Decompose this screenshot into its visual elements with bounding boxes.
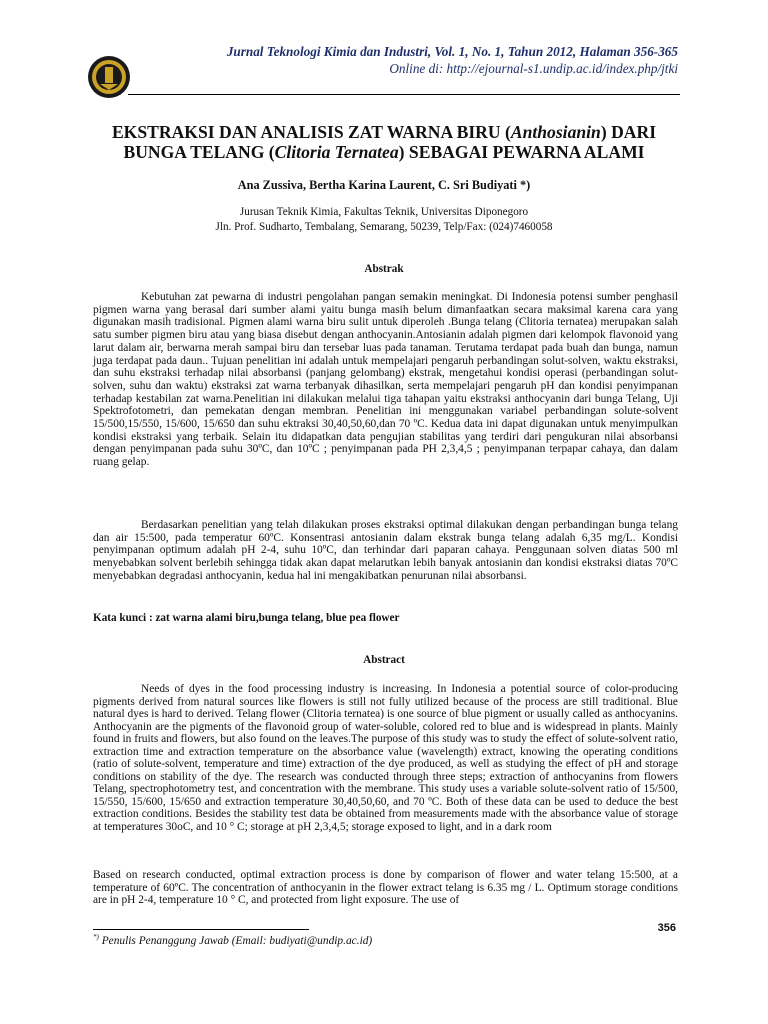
- paper-title: [90, 122, 678, 162]
- footnote-rule: [93, 929, 309, 930]
- journal-url: Online di: http://ejournal-s1.undip.ac.id/index.php/jtki: [389, 61, 678, 76]
- footnote-text: Penulis Penanggung Jawab (Email: budiyati@undip.ac.id): [101, 935, 373, 947]
- page-number: 356: [657, 922, 676, 934]
- title-line2-b: ) SEBAGAI PEWARNA ALAMI: [398, 142, 645, 162]
- affiliation: [90, 205, 678, 235]
- title-line1-a: EKSTRAKSI DAN ANALISIS ZAT WARNA BIRU (: [111, 122, 511, 142]
- affiliation-line-2: Jln. Prof. Sudharto, Tembalang, Semarang, 50239, Telp/Fax: (024)7460058: [215, 221, 553, 233]
- abstrak-paragraph-1: Kebutuhan zat pewarna di industri pengolahan pangan semakin meningkat. Di Indonesia potensi sumber penghasil pigmen warna yang berasal dari sumber alami yaitu bunga masih belum dimanfaatkan secara maksimal karena cara yang digunakan masih tradisional. Pigmen alami warna biru sulit untuk diperoleh .Bunga telang (Clitoria ternatea) merupakan salah satu sumber pigmen biru atau yang biasa disebut dengan anthocyanin.Antosianin adalah pigmen dari kelompok flavonoid yang larut dalam air, berwarna merah sampai biru dan tersebar luas pada tanaman. Terutama terdapat pada buah dan bunga, namun juga terdapat pada daun.. Tujuan penelitian ini adalah untuk mempelajari pengaruh perbandingan solut-solven, waktu ekstraksi, dan suhu ekstraksi terhadap nilai absorbansi (panjang gelombang) ekstrak, mengetahui kondisi operasi (perbandingan solut-solven, suhu dan waktu) ekstraksi zat warna terbanyak dihasilkan, serta mempelajari pengaruh pH dan kondisi penyimpanan terhadap kestabilan zat warna.Penelitian ini dilakukan melalui tiga tahapan yaitu ekstraksi anthocyanin dari bunga Telang, Uji Spektrofotometri, dan pemekatan dengan membran. Penelitian ini menggunakan variabel perbandingan solute-solvent 15/500,15/550, 15/600, 15/650 dan suhu ektraksi 30,40,50,60,dan 70 ºC. Kedua data ini dapat digunakan untuk menyimpulkan kondisi ekstraksi yang terbaik. Selain itu didapatkan data pengujian stabilitas yang terdiri dari pengukuran nilai absorbansi dengan penyimpanan pada suhu 30ºC, dan 10ºC ; penyimpanan pada PH 2,3,4,5 ; penyimpanan terpapar cahaya, dan dalam ruang gelap.: [93, 291, 678, 469]
- abstract-heading: Abstract: [363, 654, 405, 666]
- footnote-marker: *): [93, 933, 99, 942]
- footnote: [93, 935, 372, 947]
- title-line2-italic: Clitoria Ternatea: [274, 142, 399, 162]
- university-logo: [86, 54, 132, 100]
- abstrak-heading: Abstrak: [364, 263, 404, 275]
- affiliation-line-1: Jurusan Teknik Kimia, Fakultas Teknik, Universitas Diponegoro: [239, 206, 529, 218]
- header-rule: [128, 94, 680, 95]
- title-line1-b: ) DARI: [600, 122, 657, 142]
- journal-citation: Jurnal Teknologi Kimia dan Industri, Vol. 1, No. 1, Tahun 2012, Halaman 356-365: [226, 44, 678, 59]
- abstract-paragraph-1: Needs of dyes in the food processing industry is increasing. In Indonesia a potential source of color-producing pigments derived from natural sources like flowers is still not fully utilized because of the process are still traditional. Blue natural dyes is hard to derived. Telang flower (Clitoria ternatea) is one source of blue pigment or usually called as anthocyanins. Anthocyanin are the pigments of the flavonoid group of water-soluble, colored red to blue and is widespread in plants. Mainly found in fruits and flowers, but also found on the leaves.The purpose of this study was to study the effect of solute-solvent ratio, extraction time and extraction temperature on the absorbance value (wavelength) extract, knowing the operating conditions (ratio of solute-solvent, temperature and time) extraction of the dye produced, as well as studying the effect of pH and storage conditions on stability of the dye. The research was conducted through three steps; extraction of anthocyanins from flowers Telang, spectrophotometry test, and concentration with the membrane. This study uses a variable solute-solvent ratio of 15/500, 15/550, 15/600, 15/650 and extraction temperature 30,40,50,60, and 70 ºC. Both of these data can be used to deduce the best extraction conditions. Besides the stability test data be obtained from measurements made with the absorbance value of storage at temperatures 30oC, and 10 ° C; storage at pH 2,3,4,5; storage exposed to light, and in a dark room: [93, 683, 678, 833]
- title-line2-a: BUNGA TELANG (: [123, 142, 275, 162]
- title-line1-italic: Anthosianin: [510, 122, 601, 142]
- author-list: Ana Zussiva, Bertha Karina Laurent, C. Sri Budiyati *): [237, 178, 531, 192]
- abstract-paragraph-2: Based on research conducted, optimal extraction process is done by comparison of flower and water telang 15:500, at a temperature of 60ºC. The concentration of anthocyanin in the flower extract telang is 6.35 mg / L. Optimum storage conditions are in pH 2-4, temperature 10 ° C, and protected from light exposure. The use of: [93, 869, 678, 906]
- abstrak-paragraph-2: Berdasarkan penelitian yang telah dilakukan proses ekstraksi optimal dilakukan dengan perbandingan bunga telang dan air 15:500, pada temperatur 60ºC. Konsentrasi antosianin dalam ekstrak bunga telang adalah 6,35 mg/L. Kondisi penyimpanan optimum adalah pH 2-4, suhu 10ºC, dan terhindar dari paparan cahaya. Penggunaan solven diatas 500 ml menyebabkan solvent berlebih sehingga tidak akan dapat melarutkan lebih banyak antosianin dan kondisi ekstraksi diatas 70ºC menyebabkan degradasi anthocyanin, kedua hal ini mengakibatkan penurunan nilai absorbansi.: [93, 519, 678, 582]
- keywords: Kata kunci : zat warna alami biru,bunga telang, blue pea flower: [93, 612, 400, 624]
